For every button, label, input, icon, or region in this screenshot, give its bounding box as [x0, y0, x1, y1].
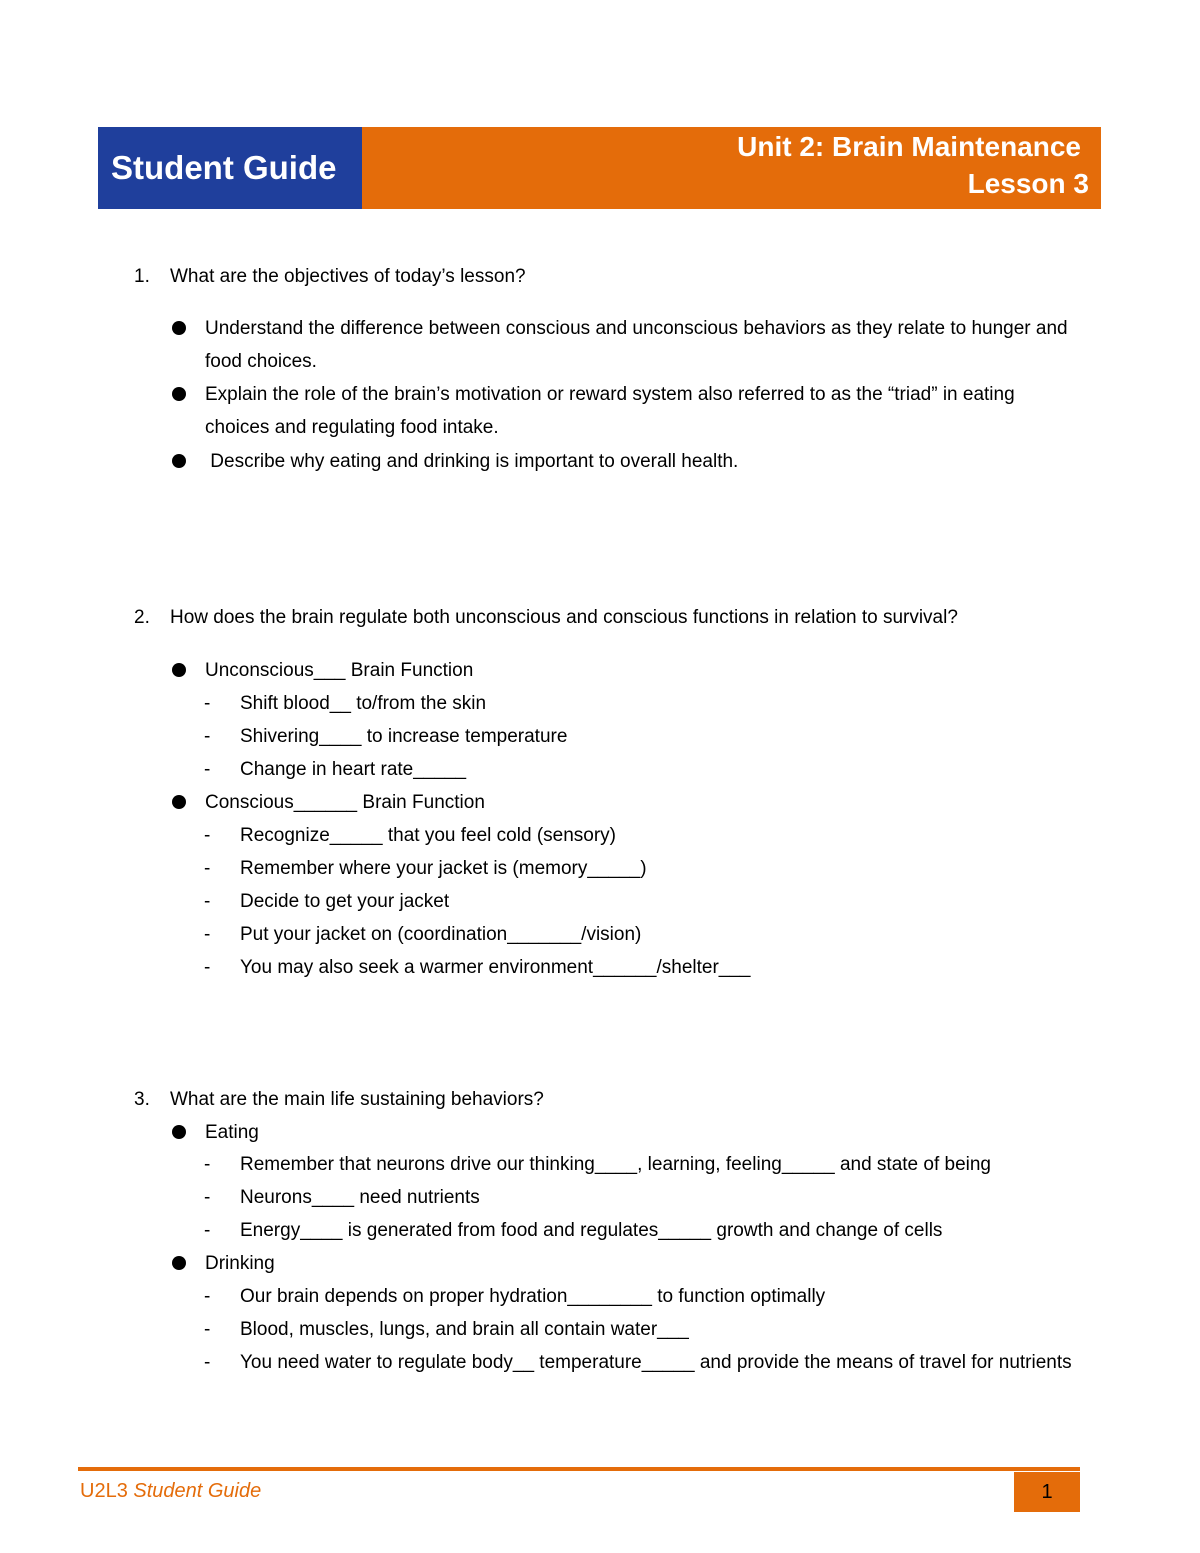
bullet-icon	[172, 663, 186, 677]
lesson-title: Lesson 3	[967, 168, 1089, 199]
bullet-item: Eating	[172, 1116, 1102, 1149]
sub-item: - You need water to regulate body__ temperature_____ and provide the means of travel for nutrients	[204, 1352, 1072, 1373]
page-number: 1	[1014, 1472, 1080, 1512]
bullet-item: Describe why eating and drinking is important to overall health.	[172, 445, 1102, 478]
question-text: What are the main life sustaining behaviors?	[170, 1089, 544, 1110]
bullet-item: Understand the difference between conscious and unconscious behaviors as they relate to hunger and food choices.	[172, 312, 1072, 378]
sub-item: - You may also seek a warmer environment______/shelter___	[204, 957, 751, 978]
sub-item: - Shivering____ to increase temperature	[204, 726, 568, 747]
sub-item: - Remember where your jacket is (memory_____)	[204, 858, 647, 879]
question-text: What are the objectives of today’s lesson?	[170, 266, 526, 287]
sub-item: - Blood, muscles, lungs, and brain all contain water___	[204, 1319, 689, 1340]
bullet-icon	[172, 795, 186, 809]
bullet-icon	[172, 1125, 186, 1139]
header-title: Student Guide	[98, 127, 362, 209]
bullet-icon	[172, 1256, 186, 1270]
footer-divider	[78, 1467, 1080, 1471]
sub-item: - Change in heart rate_____	[204, 759, 467, 780]
sub-item: - Recognize_____ that you feel cold (sensory)	[204, 825, 617, 846]
question-number: 1.	[134, 266, 150, 287]
question-number: 3.	[134, 1089, 150, 1110]
sub-item: - Shift blood__ to/from the skin	[204, 693, 487, 714]
question-2	[134, 606, 958, 630]
bullet-item: Conscious______ Brain Function	[172, 786, 1102, 819]
sub-item: - Remember that neurons drive our thinking____, learning, feeling_____ and state of being	[204, 1154, 992, 1175]
bullet-icon	[172, 387, 186, 401]
bullet-item: Explain the role of the brain’s motivation or reward system also referred to as the “triad” in eating choices and regulating food intake.	[172, 378, 1072, 444]
footer-label: U2L3 Student Guide	[80, 1480, 262, 1502]
question-text: How does the brain regulate both unconscious and conscious functions in relation to survival?	[170, 607, 958, 628]
question-number: 2.	[134, 607, 150, 628]
sub-item: - Put your jacket on (coordination_______/vision)	[204, 924, 642, 945]
sub-item: - Energy____ is generated from food and regulates_____ growth and change of cells	[204, 1220, 943, 1241]
sub-item: - Neurons____ need nutrients	[204, 1187, 480, 1208]
unit-title: Unit 2: Brain Maintenance	[737, 131, 1081, 162]
bullet-item: Unconscious___ Brain Function	[172, 654, 1102, 687]
header-unit-block	[362, 127, 1101, 209]
bullet-icon	[172, 454, 186, 468]
question-3	[134, 1088, 544, 1112]
bullet-item: Drinking	[172, 1247, 1102, 1280]
question-1	[134, 265, 526, 289]
header-banner	[98, 127, 1101, 209]
sub-item: - Our brain depends on proper hydration________ to function optimally	[204, 1286, 826, 1307]
sub-item: - Decide to get your jacket	[204, 891, 450, 912]
bullet-icon	[172, 321, 186, 335]
